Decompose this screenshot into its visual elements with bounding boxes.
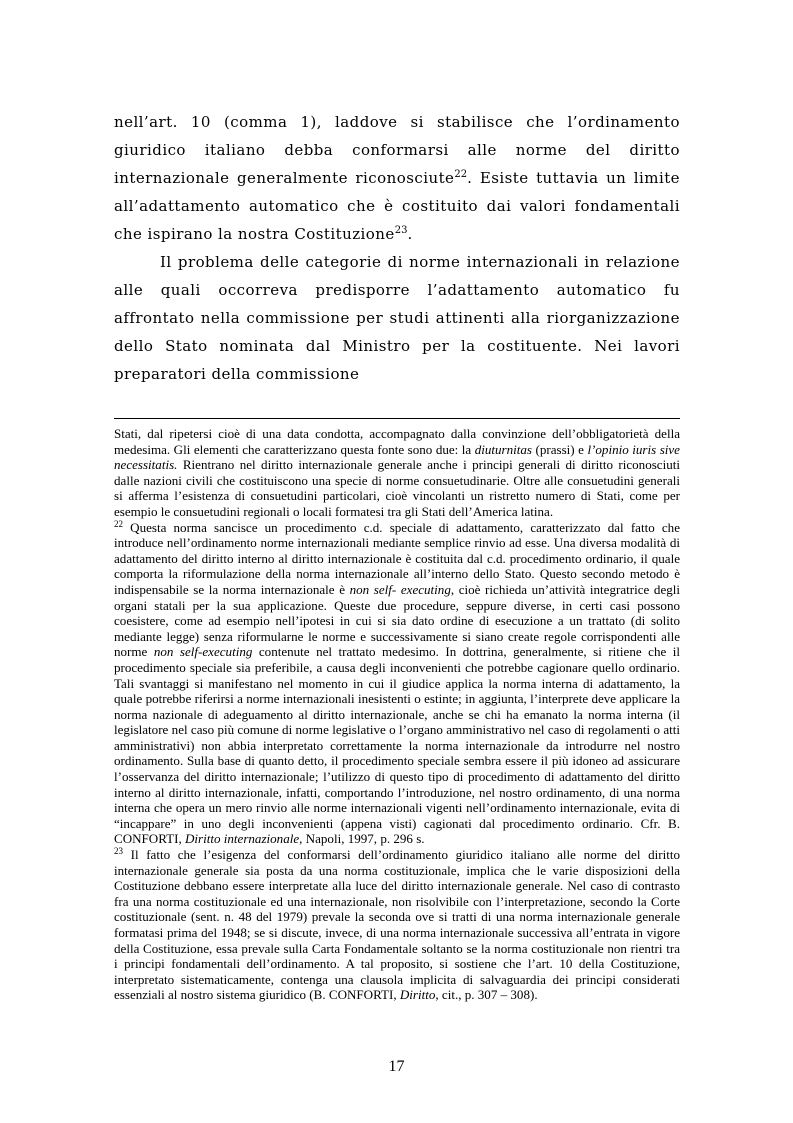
paragraph-2: Il problema delle categorie di norme internazionali in relazione alle quali occorreva predisporre l’adattamento automatico fu affrontato nella commissione per studi attinenti alla riorganizzazione dello Stato nominata dal Ministro per la costituente. Nei lavori preparatori della commissione bbox=[114, 253, 680, 383]
footnote-23: $^{23}$ Il fatto che l’esigenza del conformarsi dell’ordinamento giuridico italiano alle norme del diritto internazionale generale sia posta da una norma costituzionale, implica che le varie disposizioni della Costituzione debbano essere interpretate alla luce del diritto internazionale generale. Nel caso di contrasto fra una norma costituzionale ed una internazionale, non risolvibile con l’interpretazione, secondo la Corte costituzionale (sent. n. 48 del 1979) prevale la seconda ove si tratti di una norma internazionale generale formatasi prima del 1948; se si discute, invece, di una norma internazionale successiva all’entrata in vigore della Costituzione, essa prevale sulla Carta Fondamentale soltanto se la norma costituzionale non rientri tra i principi fondamentali dell’ordinamento. A tal proposito, si sostiene che l’art. 10 della Costituzione, interpretato sistematicamente, contenga una clausola implicita di salvaguardia dei principi considerati essenziali al nostro sistema giuridico (B. CONFORTI, Diritto, cit., p. 307 – 308). bbox=[114, 846, 680, 1003]
footnotes bbox=[114, 426, 680, 1003]
page-number: 17 bbox=[388, 1058, 405, 1075]
body-text bbox=[114, 108, 680, 388]
footnote-ref-22: 22 bbox=[454, 169, 468, 180]
footnote-number: 23 bbox=[114, 846, 123, 857]
footnote-number: 22 bbox=[114, 518, 123, 529]
paragraph-1: nell’art. 10 (comma 1), laddove si stabilisce che l’ordinamento giuridico italiano debba conformarsi alle norme del diritto internazionale generalmente riconosciute$^{22}$. Esiste tuttavia un limite all’adattamento automatico che è costituito dai valori fondamentali che ispirano la nostra Costituzione$^{23}$. bbox=[114, 113, 681, 243]
footnote-separator bbox=[114, 418, 680, 419]
footnote-continuation: Stati, dal ripetersi cioè di una data condotta, accompagnato dalla convinzione dell’obbligatorietà della medesima. Gli elementi che caratterizzano questa fonte sono due: la diuturnitas (prassi) e l’opinio iuris sive necessitatis. Rientrano nel diritto internazionale generale anche i principi generali di diritto riconosciuti dalle nazioni civili che costituiscono una specie di norme consuetudinarie. Oltre alle consuetudini generali si afferma l’esistenza di consuetudini particolari, cioè vincolanti un ristretto numero di Stati, come per esempio le consuetudini regionali o locali formatesi tra gli Stati dell’America latina. bbox=[114, 426, 680, 519]
footnote-22: $^{22}$ Questa norma sancisce un procedimento c.d. speciale di adattamento, caratterizzato dal fatto che introduce nell’ordinamento norme internazionali mediante semplice rinvio ad esse. Una diversa modalità di adattamento del diritto interno al diritto internazionale è costituita dal c.d. procedimento ordinario, il quale comporta la riformulazione della norma internazionale all’interno dello Stato. Questo secondo metodo è indispensabile se la norma internazionale è non self- executing, cioè richieda un’attività integratrice degli organi statali per la sua applicazione. Queste due procedure, seppure diverse, in certi casi possono coesistere, come ad esempio nell’ipotesi in cui si sia dato ordine di esecuzione a un trattato (di solito mediante legge) senza riformularne le norme e successivamente si siano create regole corrispondenti alle norme non self-executing contenute nel trattato medesimo. In dottrina, generalmente, si ritiene che il procedimento speciale sia preferibile, a causa degli inconvenienti che potrebbe cagionare quello ordinario. Tali svantaggi si manifestano nel momento in cui il giudice applica la norma interna di adattamento, la quale potrebbe riferirsi a norme internazionali inesistenti o estinte; in aggiunta, l’interprete deve applicare la norma nazionale di adeguamento al diritto internazionale, anche se chi ha emanato la norma interna (il legislatore nel caso più comune di norme legislative o l’organo amministrativo nel caso di regolamenti o atti amministrativi) non abbia interpretato correttamente la norma internazionale da introdurre nel nostro ordinamento. Sulla base di quanto detto, il procedimento speciale sembra essere il più idoneo ad assicurare l’osservanza del diritto internazionale; l’utilizzo di questo tipo di procedimento di adattamento del diritto interno al diritto internazionale, infatti, comportando l’introduzione, nel nostro ordinamento, di una norma interna che opera un mero rinvio alle norme internazionali vigenti nell’ordinamento internazionale, evita di “incappare” in uno degli inconvenienti (appena visti) cagionati dal procedimento ordinario. Cfr. B. CONFORTI, Diritto internazionale, Napoli, 1997, p. 296 s. bbox=[114, 518, 681, 847]
footnote-ref-23: 23 bbox=[394, 225, 408, 236]
